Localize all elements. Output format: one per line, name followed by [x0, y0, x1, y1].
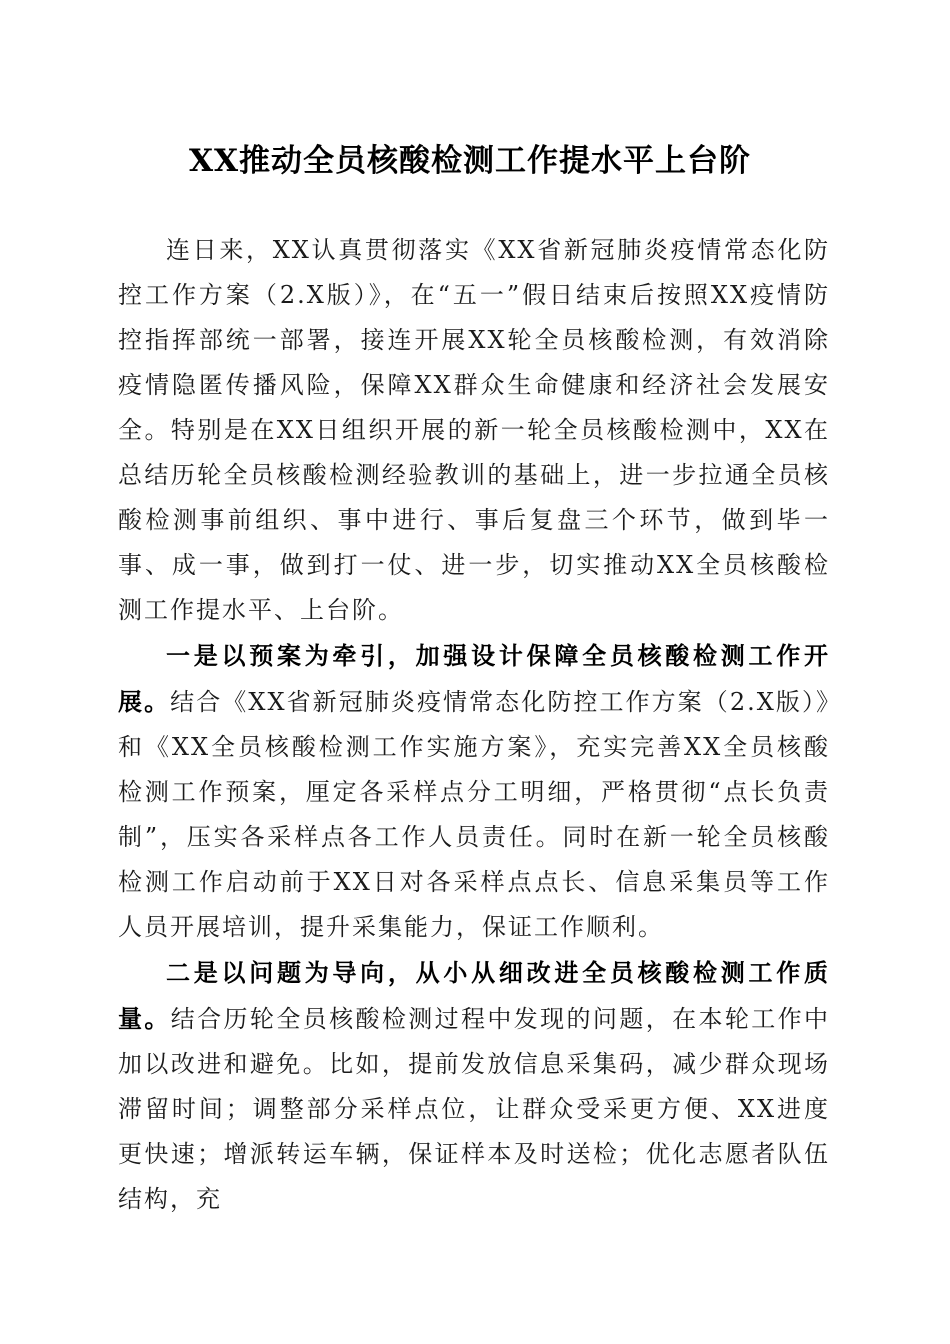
paragraph-point-one: [118, 633, 830, 950]
paragraph-point-two: [118, 950, 830, 1222]
paragraph-lead-heading: 一是以预案为牵引，加强设计保障全员核酸检测工作开展。: [118, 641, 830, 716]
paragraph-text: 结合《XX省新冠肺炎疫情常态化防控工作方案（2.X版）》和《XX全员核酸检测工作实施方案》，充实完善XX全员核酸检测工作预案，厘定各采样点分工明细，严格贯彻“点长负责制”，压实各采样点各工作人员责任。同时在新一轮全员核酸检测工作启动前于XX日对各采样点点长、信息采集员等工作人员开展培训，提升采集能力，保证工作顺利。: [118, 688, 831, 941]
paragraph-text: 连日来，XX认真贯彻落实《XX省新冠肺炎疫情常态化防控工作方案（2.X版）》，在“五一”假日结束后按照XX疫情防控指挥部统一部署，接连开展XX轮全员核酸检测，有效消除疫情隐匿传播风险，保障XX群众生命健康和经济社会发展安全。特别是在XX日组织开展的新一轮全员核酸检测中，XX在总结历轮全员核酸检测经验教训的基础上，进一步拉通全员核酸检测事前组织、事中进行、事后复盘三个环节，做到毕一事、成一事，做到打一仗、进一步，切实推动XX全员核酸检测工作提水平、上台阶。: [118, 236, 830, 624]
document-title: XX推动全员核酸检测工作提水平上台阶: [188, 143, 752, 179]
paragraph-text: 结合历轮全员核酸检测过程中发现的问题，在本轮工作中加以改进和避免。比如，提前发放信息采集码，减少群众现场滞留时间；调整部分采样点位，让群众受采更方便、XX进度更快速；增派转运车辆，保证样本及时送检；优化志愿者队伍结构，充: [118, 1005, 831, 1213]
document-body: [118, 228, 830, 1222]
paragraph-intro: [118, 228, 830, 633]
paragraph-lead-heading: 二是以问题为导向，从小从细改进全员核酸检测工作质量。: [118, 958, 830, 1033]
